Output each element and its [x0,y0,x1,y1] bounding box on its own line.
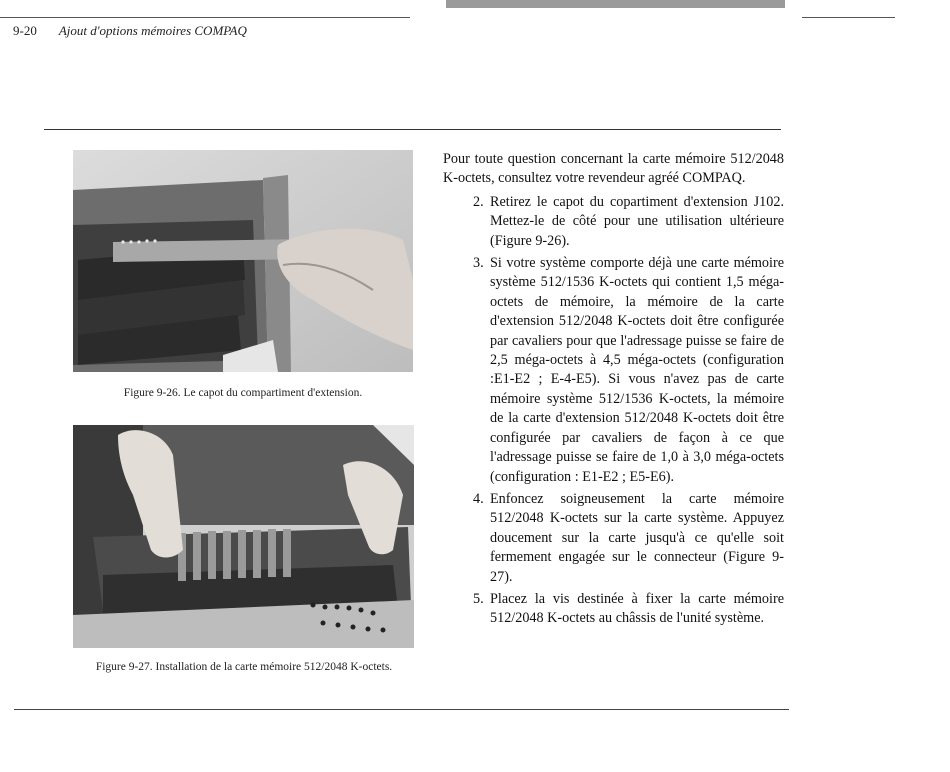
list-item [443,490,784,587]
figure-9-26-caption: Figure 9-26. Le capot du compartiment d'extension. [123,387,363,399]
footer-rule [14,709,789,710]
header-rule-right [802,17,895,18]
step-number: 5. [473,590,484,607]
step-text: Si votre système comporte déjà une carte mémoire système 512/1536 K-octets qui contient 1,5 méga-octets de mémoire, la mémoire de la carte d'extension 512/2048 K-octets doit être configurée par cavaliers pour que l'adressage puisse se faire de 2,5 méga-octets à 4,5 méga-octets (configuration :E1-E2 ; E-4-E5). Si vous n'avez pas de carte mémoire système 512/1536 K-octets, la mémoire de la carte d'extension 512/2048 K-octets doit être configurée par cavaliers de façon à ce que l'adressage puisse se faire de 1,0 à 3,0 méga-octets (configuration : E1-E2 ; E5-E6). [490,255,784,485]
body-text [443,150,784,632]
list-item [443,254,784,487]
page-header [13,23,247,39]
step-number: 2. [473,193,484,210]
figure-9-27-photo [73,425,414,648]
step-number: 3. [473,255,484,272]
list-item [443,590,784,629]
section-rule [44,129,781,130]
top-gray-bar [446,0,785,8]
figure-9-26-photo [73,150,413,372]
steps-list [443,193,784,629]
header-rule [0,17,410,18]
list-item [443,193,784,251]
chapter-title: Ajout d'options mémoires COMPAQ [58,23,247,38]
intro-paragraph: Pour toute question concernant la carte mémoire 512/2048 K-octets, consultez votre revendeur agréé COMPAQ. [443,151,784,187]
step-number: 4. [473,490,484,507]
step-text: Enfoncez soigneusement la carte mémoire 512/2048 K-octets sur la carte système. Appuyez doucement sur la carte jusqu'à ce qu'elle soit fermement engagée sur le connecteur (Figure 9-27). [490,490,784,585]
page-number: 9-20 [13,23,37,38]
figure-9-27-caption: Figure 9-27. Installation de la carte mémoire 512/2048 K-octets. [95,661,393,673]
step-text: Retirez le capot du copartiment d'extension J102. Mettez-le de côté pour une utilisation ultérieure (Figure 9-26). [490,193,784,249]
step-text: Placez la vis destinée à fixer la carte mémoire 512/2048 K-octets au châssis de l'unité système. [490,590,784,627]
